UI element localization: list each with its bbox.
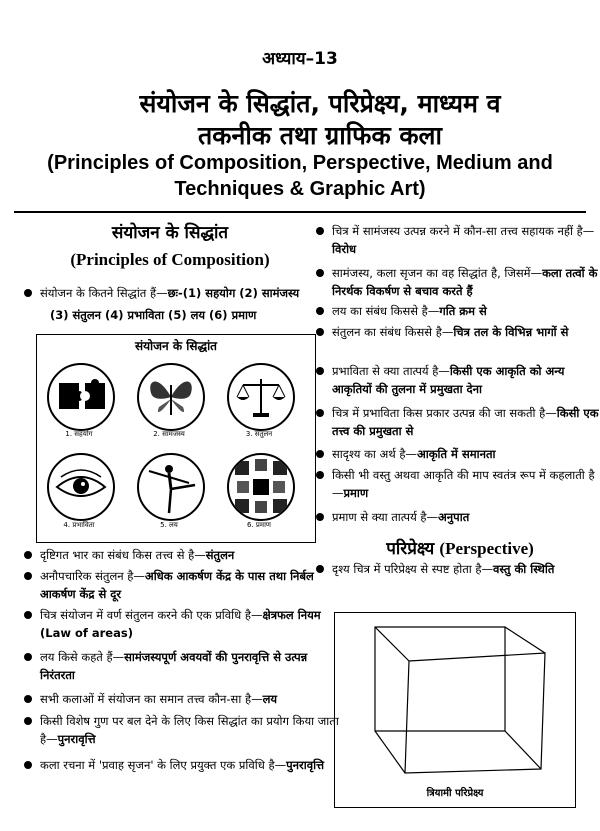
answer-text: प्रमाण — [343, 486, 369, 500]
question-text: सभी कलाओं में संयोजन का समान तत्त्व कौन-सा है— — [40, 692, 263, 706]
answer-text: वस्तु की स्थिति — [493, 562, 555, 576]
list-item — [24, 756, 340, 774]
caption-rhythm: 5. लय — [160, 521, 178, 529]
composition-principles-figure — [36, 334, 316, 543]
caption-dominance: 4. प्रभाविता — [63, 521, 95, 529]
dancer-icon — [137, 453, 205, 521]
section-heading-composition-english: (Principles of Composition) — [70, 250, 270, 269]
list-item — [24, 606, 340, 642]
question-text: कला रचना में 'प्रवाह सृजन' के लिए प्रयुक्त एक प्रविधि है— — [40, 758, 287, 772]
list-item — [24, 712, 340, 748]
title-hi-line1: संयोजन के सिद्धांत, परिप्रेक्ष्य, माध्यम व — [139, 89, 501, 118]
question-text: संतुलन का संबंध किससे है— — [332, 325, 454, 339]
question-text: दृश्य चित्र में परिप्रेक्ष्य से स्पष्ट होता है— — [332, 562, 494, 576]
puzzle-icon — [47, 363, 115, 431]
answer-text: सामंजस्यपूर्ण अवयवों की पुनरावृत्ति से उत्पन्न निरंतरता — [40, 650, 308, 682]
answer-text: संतुलन — [205, 548, 235, 562]
perspective-caption: त्रियामी परिप्रेक्ष्य — [426, 788, 484, 799]
question-text: सामंजस्य, कला सृजन का वह सिद्धांत है, जिसमें— — [332, 266, 543, 280]
section-heading-perspective — [330, 536, 590, 559]
question-text: चित्र में सामंजस्य उत्पन्न करने में कौन-सा तत्त्व सहायक नहीं है— — [332, 224, 595, 238]
question-text: चित्र में प्रभाविता किस प्रकार उत्पन्न की जा सकती है— — [332, 406, 557, 420]
answer-text: कला तत्वों के निरर्थक विकर्षण से बचाव करते हैं — [332, 266, 598, 298]
caption-unity: 1. सहयोग — [65, 430, 93, 438]
question-text: किसी भी वस्तु अथवा आकृति की माप स्वतंत्र रूप में कहलाती है— — [332, 468, 595, 500]
list-item — [316, 222, 600, 258]
caption-proportion: 6. प्रमाण — [247, 521, 271, 529]
question-text: चित्र संयोजन में वर्ण संतुलन करने की एक प्रविधि है— — [40, 608, 263, 622]
list-item — [316, 466, 600, 502]
answer-text: लय — [262, 692, 278, 706]
perspective-heading-english: (Perspective) — [439, 539, 534, 558]
list-item — [316, 362, 600, 398]
list-item — [316, 302, 600, 320]
list-item — [24, 648, 340, 684]
proportion-shapes-icon — [227, 453, 295, 521]
list-item — [24, 567, 340, 603]
list-item — [316, 508, 600, 526]
answer-text: विरोध — [332, 242, 357, 256]
list-item — [316, 323, 600, 341]
list-item — [24, 546, 340, 564]
balance-scale-icon — [227, 363, 295, 431]
butterfly-icon — [137, 363, 205, 431]
question-text: अनौपचारिक संतुलन है— — [40, 569, 145, 583]
title-hi-line2: तकनीक तथा ग्राफिक कला — [198, 121, 442, 150]
three-point-perspective-figure — [334, 612, 576, 808]
question-text: लय किसे कहते हैं— — [40, 650, 125, 664]
question-text: लय का संबंध किससे है— — [332, 304, 440, 318]
title-en-line1: (Principles of Composition, Perspective, Medium and — [47, 152, 553, 174]
question-text: संयोजन के कितने सिद्धांत हैं— — [40, 286, 168, 300]
question-text: सादृश्य का अर्थ है— — [332, 447, 417, 461]
question-text: प्रमाण से क्या तात्पर्य है— — [332, 510, 439, 524]
perspective-cube-drawing — [335, 613, 575, 783]
question-text: प्रभाविता से क्या तात्पर्य है— — [332, 364, 450, 378]
answer-text: किसी एक तत्त्व की प्रमुखता से — [332, 406, 599, 438]
answer-text: पुनरावृत्ति — [57, 732, 96, 746]
answer-text: किसी एक आकृति को अन्य आकृतियों की तुलना में प्रमुखता देना — [332, 364, 565, 396]
caption-harmony: 2. सामंजस्य — [153, 430, 185, 438]
answer-text: क्षेत्रफल नियम (Law of areas) — [40, 608, 321, 640]
figure-title: संयोजन के सिद्धांत — [134, 339, 218, 353]
answer-text: अधिक आकर्षण केंद्र के पास तथा निर्बल आकर्षण केंद्र से दूर — [40, 569, 314, 601]
answer-text-continued: (3) संतुलन (4) प्रभाविता (5) लय (6) प्रमाण — [50, 308, 257, 322]
list-item — [316, 264, 600, 300]
list-item — [24, 284, 340, 302]
answer-text: अनुपात — [438, 510, 470, 524]
eye-icon — [47, 453, 115, 521]
answer-text: छः-(1) सहयोग (2) सामंजस्य — [167, 286, 300, 300]
chapter-title-hindi — [70, 88, 570, 152]
list-item — [316, 404, 600, 440]
answer-text: गति क्रम से — [439, 304, 487, 318]
title-en-line2: Techniques & Graphic Art) — [174, 178, 426, 200]
list-item — [24, 690, 340, 708]
answer-text: आकृति में समानता — [416, 447, 496, 461]
list-item — [316, 560, 600, 578]
answer-text: पुनरावृत्ति — [286, 758, 325, 772]
list-item — [316, 445, 600, 463]
caption-balance: 3. संतुलन — [245, 430, 273, 438]
section-heading-composition-hindi: संयोजन के सिद्धांत — [111, 223, 229, 243]
answer-text: चित्र तल के विभिन्न भागों से — [453, 325, 569, 339]
question-text: किसी विशेष गुण पर बल देने के लिए किस सिद्धांत का प्रयोग किया जाता है— — [40, 714, 339, 746]
perspective-heading-hindi: परिप्रेक्ष्य — [386, 539, 435, 559]
chapter-title-english — [30, 150, 570, 202]
header-divider — [14, 211, 586, 213]
chapter-number: अध्याय–13 — [262, 49, 338, 69]
question-text: दृष्टिगत भार का संबंध किस तत्त्व से है— — [40, 548, 206, 562]
